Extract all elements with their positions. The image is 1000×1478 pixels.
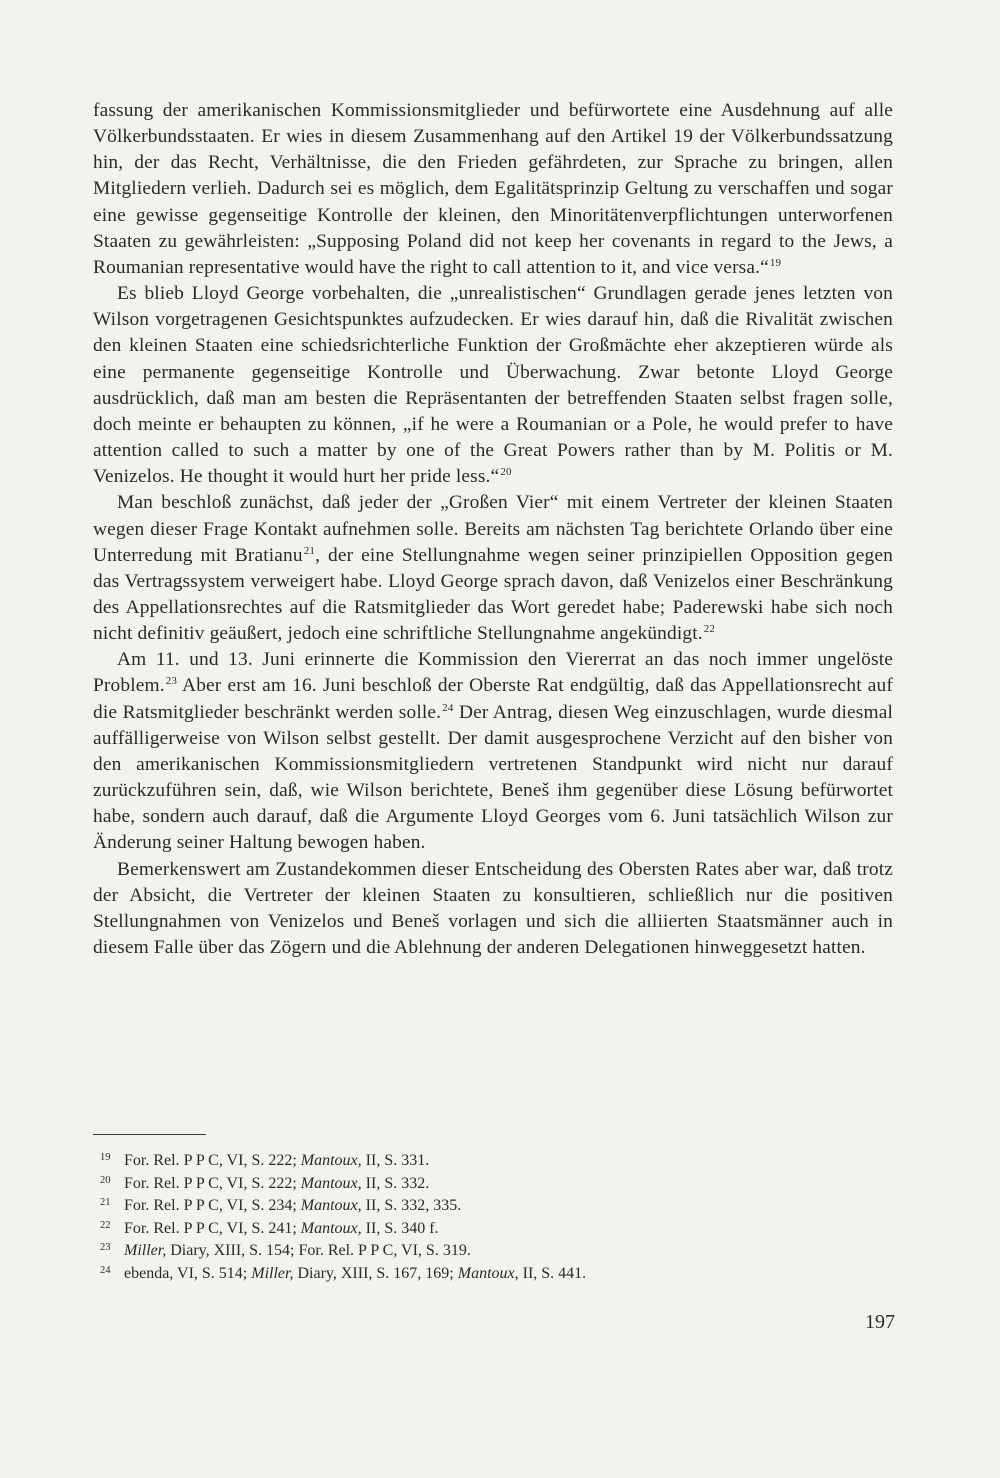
footnote-author: Mantoux, — [300, 1219, 362, 1237]
paragraph-4 — [93, 647, 893, 856]
paragraph-4-text-c: Der Antrag, diesen Weg einzuschlagen, wurde diesmal auffälligerweise von Wilson selbst gestellt. Der damit ausgesprochene Verzicht auf den bisher von den amerikanischen Kommissionsmitgliedern vertretenen Standpunkt wird nicht nur darauf zurückzuführen sein, daß, wie Wilson berichtete, Beneš ihm gegenüber diese Lösung befürwortet habe, sondern auch darauf, daß die Argumente Lloyd Georges vom 6. Juni tatsächlich Wilson zur Änderung seiner Haltung bewogen haben. — [93, 701, 893, 854]
footnote-author: Miller, — [124, 1242, 167, 1260]
footnote-text: II, S. 441. — [518, 1264, 587, 1282]
footnote-text: II, S. 331. — [361, 1152, 430, 1169]
footnotes — [100, 1150, 880, 1286]
paragraph-2 — [93, 281, 893, 490]
footnote-text: ebenda, VI, S. 514; — [124, 1264, 252, 1282]
paragraph-4-text-a: Am 11. und 13. Juni erinnerte die Kommission den Viererrat an das noch immer ungelöste Problem. — [93, 649, 893, 697]
footnote-ref-21[interactable]: 21 — [303, 544, 316, 557]
paragraph-5 — [93, 857, 893, 962]
page-number: 197 — [865, 1311, 895, 1333]
footnote-text: For. Rel. P P C, VI, S. 241; — [124, 1219, 301, 1237]
footnote-text: Diary, XIII, S. 154; For. Rel. P P C, VI, S. 319. — [166, 1242, 471, 1260]
footnote-text: For. Rel. P P C, VI, S. 222; — [124, 1174, 301, 1192]
footnote-text: II, S. 340 f. — [361, 1219, 439, 1237]
footnote-author: Mantoux, — [300, 1197, 362, 1215]
footnote-23: 23 Miller, Diary, XIII, S. 154; For. Rel. P P C, VI, S. 319. — [100, 1242, 471, 1260]
footnote-separator — [93, 1134, 206, 1135]
footnote-text: II, S. 332, 335. — [361, 1197, 462, 1215]
footnote-author: Mantoux, — [457, 1264, 519, 1282]
paragraph-3-text-a: Man beschloß zunächst, daß jeder der „Großen Vier“ mit einem Vertreter der kleinen Staaten wegen dieser Frage Kontakt aufnehmen solle. Bereits am nächsten Tag berichtete Orlando über eine Unterredung mit Bratianu — [93, 492, 893, 566]
main-text — [93, 98, 893, 961]
paragraph-5-text: Bemerkenswert am Zustandekommen dieser Entscheidung des Obersten Rates aber war, daß trotz der Absicht, die Vertreter der kleinen Staaten zu konsultieren, schließlich nur die positiven Stellungnahmen von Venizelos und Beneš vorlagen und sich die alliierten Staatsmänner auch in diesem Falle über das Zögern und die Ablehnung der anderen Delegationen hinweggesetzt hatten. — [93, 858, 893, 958]
footnote-author: Mantoux, — [300, 1152, 362, 1169]
footnote-22: 22 For. Rel. P P C, VI, S. 241; Mantoux, II, S. 340 f. — [100, 1219, 439, 1237]
footnote-text: For. Rel. P P C, VI, S. 234; — [124, 1197, 301, 1215]
footnote-ref-20[interactable]: 20 — [500, 466, 512, 479]
paragraph-2-text: Es blieb Lloyd George vorbehalten, die „unrealistischen“ Grundlagen gerade jenes letzten von Wilson vorgetragenen Gesichtspunktes aufzudecken. Er wies darauf hin, daß die Rivalität zwischen den kleinen Staaten eine schiedsrichterliche Funktion der Großmächte eher akzeptieren würde als eine permanente gegenseitige Kontrolle und Überwachung. Zwar betonte Lloyd George ausdrücklich, daß man am besten die Repräsentanten der betreffenden Staaten selbst fragen solle, doch meinte er behaupten zu können, „if he were a Roumanian or a Pole, he would prefer to have attention called to such a matter by one of the Great Powers rather than by M. Politis or M. Venizelos. He thought it would hurt her pride less.“ — [93, 283, 893, 488]
footnote-ref-23[interactable]: 23 — [165, 675, 178, 688]
footnote-21: 21 For. Rel. P P C, VI, S. 234; Mantoux, II, S. 332, 335. — [100, 1197, 462, 1215]
paragraph-4-text-b: Aber erst am 16. Juni beschloß der Oberste Rat endgültig, daß das Appellationsrecht auf die Ratsmitglieder beschränkt werden solle. — [93, 675, 893, 723]
footnote-ref-22[interactable]: 22 — [703, 623, 716, 636]
footnote-19: 19 For. Rel. P P C, VI, S. 222; Mantoux, II, S. 331. — [100, 1152, 430, 1169]
footnote-24: 24 ebenda, VI, S. 514; Miller, Diary, XIII, S. 167, 169; Mantoux, II, S. 441. — [100, 1264, 587, 1282]
paragraph-1-text: fassung der amerikanischen Kommissionsmitglieder und befürwortete eine Ausdehnung auf alle Völkerbundsstaaten. Er wies in diesem Zusammenhang auf den Artikel 19 der Völkerbundssatzung hin, der das Recht, Verhältnisse, die den Frieden gefährdeten, zur Sprache zu bringen, allen Mitgliedern verlieh. Dadurch sei es möglich, dem Egalitätsprinzip Geltung zu verschaffen und sogar eine gewisse gegenseitige Kontrolle der kleinen, den Minoritätenverpflichtungen unterworfenen Staaten zu gewährleisten: „Supposing Poland did not keep her covenants in regard to the Jews, a Roumanian representative would have the right to call attention to it, and vice versa.“ — [93, 100, 893, 278]
paragraph-1 — [93, 98, 893, 281]
footnote-text: II, S. 332. — [361, 1174, 430, 1192]
footnote-ref-24[interactable]: 24 — [442, 701, 454, 714]
footnote-author: Mantoux, — [300, 1174, 362, 1192]
footnote-20: 20 For. Rel. P P C, VI, S. 222; Mantoux, II, S. 332. — [100, 1174, 430, 1192]
footnote-ref-19[interactable]: 19 — [769, 256, 782, 269]
paragraph-3 — [93, 490, 893, 647]
paragraph-3-text-b: , der eine Stellungnahme wegen seiner prinzipiellen Opposition gegen das Vertragssystem verweigert habe. Lloyd George sprach davon, daß Venizelos einer Beschränkung des Appellationsrechtes auf die Ratsmitglieder das Wort geredet habe; Paderewski habe sich noch nicht definitiv geäußert, jedoch eine schriftliche Stellungnahme angekündigt. — [93, 544, 893, 645]
footnote-author: Miller, — [251, 1264, 294, 1282]
footnote-text: For. Rel. P P C, VI, S. 222; — [124, 1152, 301, 1169]
footnote-text: Diary, XIII, S. 167, 169; — [293, 1264, 458, 1282]
